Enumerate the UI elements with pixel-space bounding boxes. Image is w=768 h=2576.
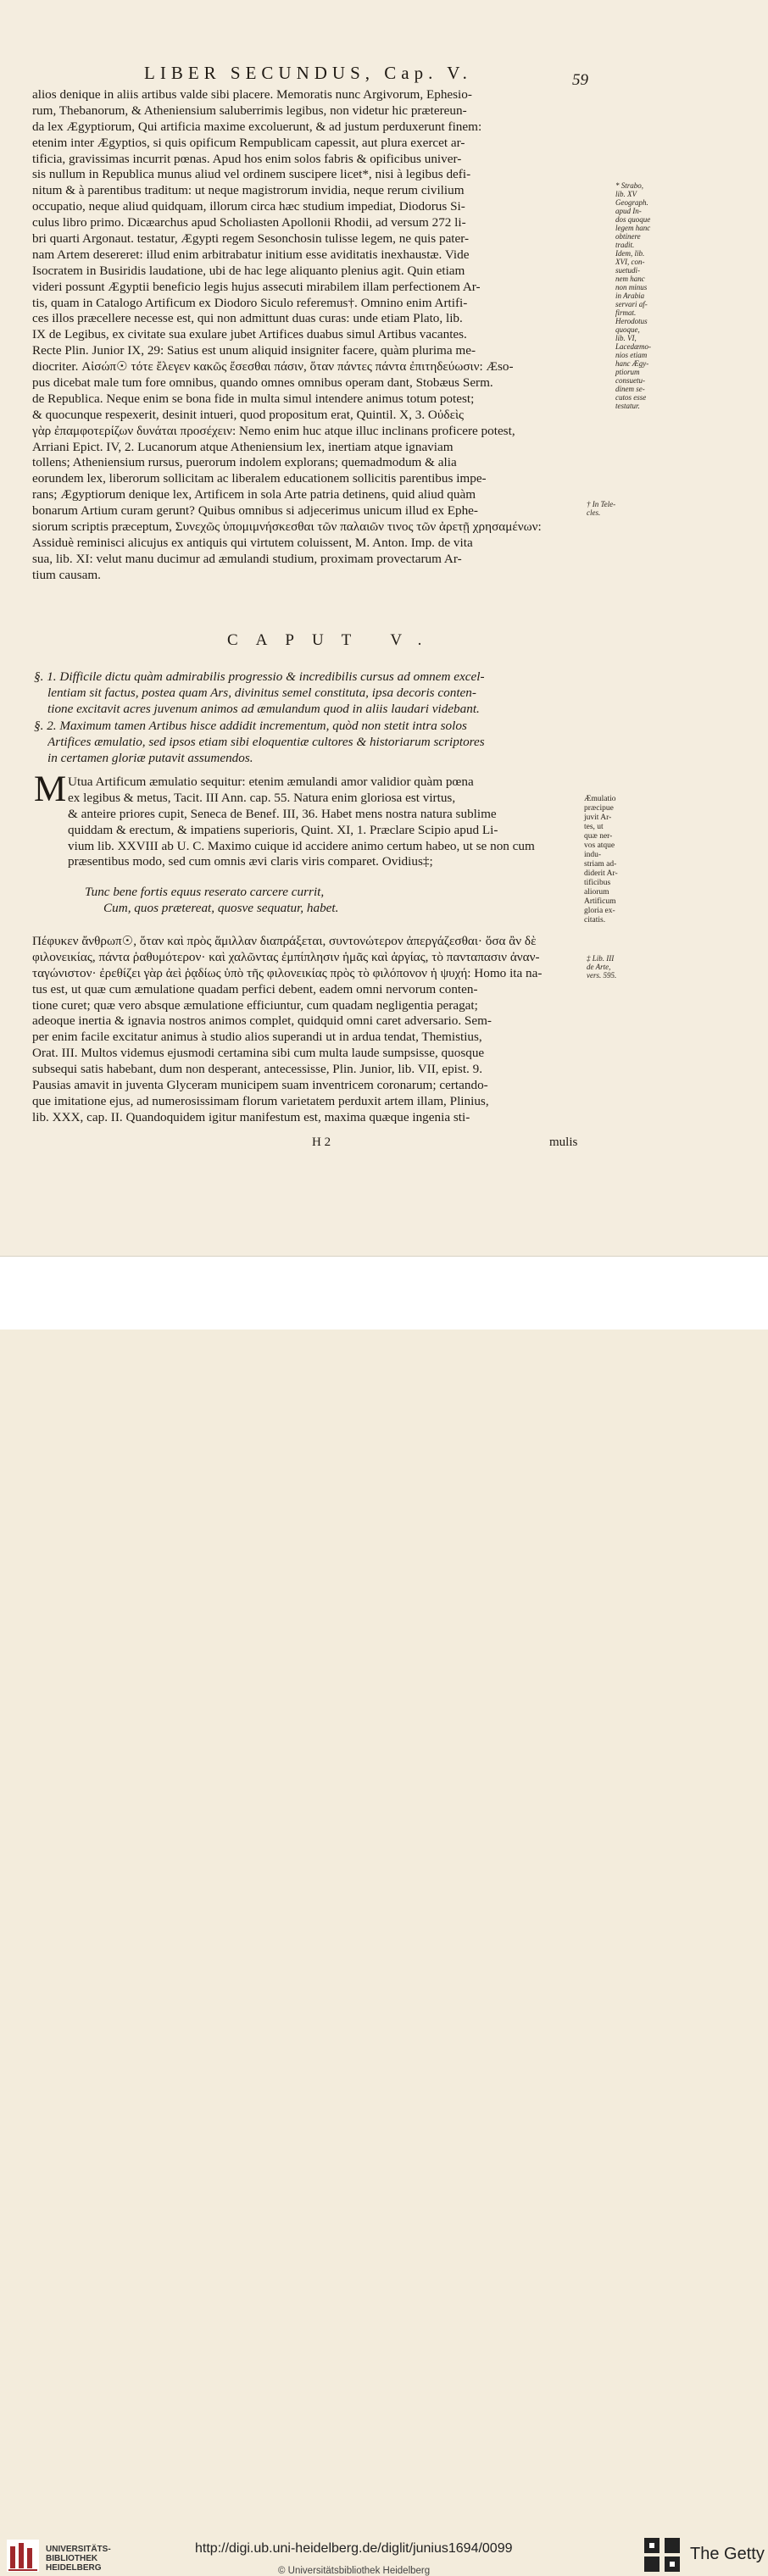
margin-note-line: tificibus (584, 879, 611, 887)
text-line: & quocunque respexerit, desinit intueri, quod propositum erat, Quintil. X, 3. Οὐδεὶς (32, 407, 465, 422)
margin-note-line: lib. XV (615, 190, 637, 198)
margin-note-line: nios etiam (615, 351, 648, 359)
text-line: pus dicebat male tum fore omnibus, quando omnes omnibus operam dant, Stobæus Serm. (32, 375, 493, 391)
text-line: subsequi satis habebant, dum non desperant, antecessisse, Plin. Junior, lib. VII, epist. 9. (32, 1062, 483, 1077)
margin-note-line: Æmulatio (584, 795, 616, 803)
text-line: bonarum Artium curam gerunt? Quibus omnibus si adjecerimus unicum illud ex Ephe- (32, 503, 478, 519)
text-line: Arriani Epict. IV, 2. Lucanorum atque Atheniensium lex, inertiam atque ignaviam (32, 439, 454, 454)
library-name: UNIVERSITÄTS- BIBLIOTHEK HEIDELBERG (46, 2545, 111, 2573)
margin-note-strabo (615, 181, 676, 410)
margin-note-line: in Arabia (615, 291, 645, 300)
margin-note-line: firmat. (615, 308, 637, 317)
margin-note-line: Herodotus (615, 317, 648, 325)
margin-note-line: Idem, lib. (615, 249, 645, 258)
getty-logo-icon[interactable] (643, 2536, 683, 2573)
text-line: Πέφυκεν ἄνθρωπ☉, ὅταν καὶ πρὸς ἅμιλλαν διαπράξεται, συντονώτερον ἀπεργάζεσθαι· ὅσα ἂν δὲ (32, 934, 537, 948)
text-line: nam Artem desereret: illud enim arbitrabatur initium esse aviditatis inexhaustæ. Vide (32, 247, 470, 262)
text-line: IX de Legibus, ex civitate sua exulare jubet Artifices duabus simul Artibus vacantes. (32, 327, 467, 342)
verse-quotation (85, 885, 559, 917)
margin-note-line: præcipue (584, 804, 614, 813)
text-line: occupatio, neque aliud quidquam, illorum circa hæc studium impediat, Diodorus Si- (32, 199, 465, 214)
margin-note-line: de Arte, (587, 963, 611, 971)
summary-line: §. 2. Maximum tamen Artibus hisce addidit incrementum, quòd non stetit intra solos (34, 718, 467, 733)
scanned-page (0, 0, 768, 1256)
margin-note-line: non minus (615, 283, 648, 291)
margin-note-line: suetudi- (615, 266, 640, 275)
margin-note-line: tradit. (615, 241, 635, 249)
text-line: videri possunt Ægyptii beneficio legis hujus assecuti mirabilem illam perfectionem Ar- (32, 279, 481, 294)
margin-note-line: Artificum (584, 897, 616, 906)
margin-note-line: gloria ex- (584, 907, 615, 915)
text-line: vium lib. XXVIII ab U. C. Maximo cuique id accidere animo certum habeo, ut se non cum (68, 838, 535, 853)
margin-note-line: obtinere (615, 232, 641, 241)
text-line: culus libro primo. Dicæarchus apud Scholiasten Apollonii Rhodii, ad versum 272 li- (32, 215, 466, 230)
drop-capital: M (34, 769, 67, 809)
margin-note-line: Lacedæmo- (615, 342, 651, 351)
margin-note-line: apud In- (615, 207, 642, 215)
signature-mark: H 2 (312, 1135, 331, 1149)
text-line: lib. XXX, cap. II. Quandoquidem igitur manifestum est, maxima quæque ingenia sti- (32, 1109, 470, 1124)
text-line: tis, quam in Catalogo Artificum ex Diodoro Siculo referemus†. Omnino enim Artifi- (32, 295, 468, 310)
text-line: quiddam & erectum, & impatiens superioris, Quint. XI, 1. Præclare Scipio apud Li- (68, 822, 498, 837)
body-text-top (32, 87, 602, 584)
chapter-heading: CAPUT V. (227, 631, 440, 649)
text-line: etenim inter Ægyptios, si quis opificum Rempublicam capessit, aut plura exercet ar- (32, 135, 465, 150)
text-line: per enim facile excitatur animus à studio alios superandi ut in ardua tendat, Themistius, (32, 1030, 482, 1045)
margin-note-line: ‡ Lib. III (587, 954, 615, 963)
margin-note-line: Geograph. (615, 198, 648, 207)
margin-note-line: ptiorum (615, 368, 640, 376)
summary-line: in certamen gloriæ putavit assumendos. (47, 751, 253, 765)
margin-note-line: cles. (587, 508, 601, 517)
text-line: Cum, quos prætereat, quosve sequatur, habet. (103, 900, 339, 915)
margin-note-line: aliorum (584, 888, 609, 897)
margin-note-line: XVI, con- (615, 258, 645, 266)
margin-note-line: nem hanc (615, 275, 645, 283)
text-line: φιλονεικίας, πάντα ῥαθυμότερον· καὶ χαλῶντας ἐμπίπλησιν ἡμᾶς καὶ ἀργίας, τὸ πανταπασιν ἀναν- (32, 949, 540, 964)
margin-note-line: hanc Ægy- (615, 359, 649, 368)
summary-line: tione excitavit acres juvenum animos ad æmulandum quod in aliis laudari videbant. (47, 702, 480, 717)
text-line: Isocratem in Busiridis laudatione, ubi de hac lege aliquanto plenius agit. Quin etiam (32, 263, 465, 278)
text-line: tollens; Atheniensium rursus, puerorum indolem explorans; quemadmodum & alia (32, 455, 457, 470)
summary-line: Artifices æmulatio, sed ipsos etiam sibi eloquentiæ cultores & historiarum scriptores (47, 734, 485, 749)
margin-note-line: vers. 595. (587, 971, 617, 980)
text-line: Tunc bene fortis equus reserato carcere currit, (85, 885, 325, 899)
text-line: diocriter. Αἰσώπ☉ τότε ἔλεγεν κακῶς ἔσεσθαι πάσιν, ὅταν πάντες πάντα ἐπιτηδεύωσιν: Æso- (32, 359, 514, 375)
text-line: Utua Artificum æmulatio sequitur: etenim æmulandi amor validior quàm pœna (68, 774, 474, 789)
viewer-footer (0, 1256, 768, 2576)
margin-note-line: vos atque (584, 841, 615, 850)
body-text-mid (68, 774, 585, 870)
catchword: mulis (549, 1135, 578, 1149)
text-line: que imitatione ejus, ad numerosissimam florum varietatem perduxit artem illam, Plinius, (32, 1093, 489, 1108)
text-line: tium causam. (32, 567, 101, 582)
margin-note-line: lib. VI, (615, 334, 637, 342)
text-line: ταγώνιστον· ἐρεθίζει γὰρ ἀεὶ ῥᾳδίως ὑπὸ τῆς φιλονεικίας πρὸς τὸ φιλόπονον ἡ ψυχή: Homo ita na- (32, 965, 543, 980)
text-line: nitum & à parentibus traditum: ut neque magistrorum invidia, neque rerum civilium (32, 183, 465, 198)
margin-note-line: legem hanc (615, 224, 651, 232)
margin-note-line: * Strabo, (615, 181, 644, 190)
margin-note-aemulatio (584, 795, 652, 925)
text-line: præsentibus modo, sed cum omnis ævi claris viris comparet. Ovidius‡; (68, 854, 433, 869)
margin-note-line: † In Tele- (587, 500, 616, 508)
text-line: de Republica. Neque enim se bona fide in multa simul intendere animus totum potest; (32, 391, 475, 406)
margin-note-line: quæ ner- (584, 832, 613, 841)
margin-note-line: indu- (584, 851, 602, 859)
text-line: γὰρ ἐπαμφοτερίζων δυνάται προσέχειν: Nemo enim huc atque illuc inclinans proficere potest, (32, 423, 515, 438)
text-line: tificia, gravissimas incurrit pœnas. Apud hos enim solos fabris & opificibus univer- (32, 151, 462, 166)
margin-note-line: servari af- (615, 300, 648, 308)
margin-note-line: consuetu- (615, 376, 645, 385)
margin-note-line: striam ad- (584, 860, 617, 869)
margin-note-line: diderit Ar- (584, 869, 618, 878)
margin-note-line: testatur. (615, 402, 640, 410)
text-line: Assiduè reminisci alicujus ex antiquis qui virtutem coluissent, M. Anton. Imp. de vita (32, 535, 473, 550)
margin-note-line: quoque, (615, 325, 640, 334)
summary-line: lentiam sit factus, postea quam Ars, divinitus semel constituta, ipsa decoris conten- (47, 686, 476, 701)
copyright-notice: © Universitätsbibliothek Heidelberg (278, 2566, 431, 2576)
margin-note-line: cutos esse (615, 393, 647, 402)
partner-name: The Getty (690, 2545, 765, 2563)
margin-note-line: dinem se- (615, 385, 645, 393)
text-line: sua, lib. XI: velut manu ducimur ad æmulandi studium, proximam provectarum Ar- (32, 551, 462, 566)
running-title: LIBER SECUNDUS, Cap. V. (144, 63, 472, 83)
text-line: rum, Thebanorum, & Atheniensium saluberrimis legibus, non videtur hic prætereun- (32, 103, 467, 118)
text-line: bri quarti Argonaut. testatur, Ægypti regem Sesonchosin tulisse legem, ne quis pater- (32, 231, 470, 247)
margin-note-line: tes, ut (584, 823, 604, 831)
text-line: sis nullum in Republica munus aliud vel ordinem suscipere licet*, nisi à legibus defi- (32, 167, 471, 182)
permalink-url[interactable]: http://digi.ub.uni-heidelberg.de/diglit/junius1694/0099 (195, 2541, 513, 2556)
text-line: Orat. III. Multos videmus ejusmodi certamina sibi cum multa laude sumpsisse, quosque (32, 1046, 485, 1061)
text-line: alios denique in aliis artibus valde sibi placere. Memoratis nunc Argivorum, Ephesio- (32, 87, 472, 102)
text-line: da lex Ægyptiorum, Qui artificia maxime excoluerunt, & ad justum perduxerunt finem: (32, 119, 482, 134)
body-text-bottom (32, 934, 602, 1126)
text-line: & anteire priores cupit, Seneca de Benef. III, 36. Habet mens nostra natura sublime (68, 806, 497, 821)
university-library-logo-icon[interactable] (7, 2540, 39, 2572)
text-line: ces illos præcellere necesse est, qui non admittunt duas curas: unde etiam Plato, lib. (32, 311, 463, 326)
text-line: eorundem lex, liberorum sollicitam ac liberalem educationem sollicitis parentibus impe- (32, 471, 487, 486)
text-line: Recte Plin. Junior IX, 29: Satius est unum aliquid insigniter facere, quàm plurima me- (32, 343, 476, 358)
text-line: tione curet; quæ vero absque æmulatione efficiuntur, cum quadam negligentia peragat; (32, 997, 478, 1013)
page-number: 59 (572, 71, 588, 89)
text-line: ex legibus & metus, Tacit. III Ann. cap. 55. Natura enim gloriosa est virtus, (68, 790, 456, 805)
margin-note-line: dos quoque (615, 215, 651, 224)
text-line: tus est, ut quæ cum æmulatione quadam perfici debent, eadem omni nervorum conten- (32, 981, 478, 997)
text-line: Pausias amavit in juventa Glyceram municipem suam inventricem coronarum; certando- (32, 1078, 488, 1093)
margin-note-line: juvit Ar- (584, 813, 612, 822)
margin-note-line: citatis. (584, 916, 606, 924)
summary-line: §. 1. Difficile dictu quàm admirabilis progressio & incredibilis cursus ad omnem excel- (34, 669, 485, 684)
margin-note-teleclides (587, 500, 648, 517)
margin-note-ovid (587, 954, 648, 980)
text-line: adeoque inertia & ignavia nostros animos complet, quidquid omni caret adversario. Sem- (32, 1013, 492, 1029)
text-line: rans; Ægyptiorum denique lex, Artificem in sola Arte patria detinens, quid aliud quàm (32, 487, 476, 502)
text-line: siorum scriptis præceptum, Συνεχῶς ὑπομιμνήσκεσθαι τῶν παλαιῶν τινος τῶν ἀρετῇ χρησαμένων: (32, 519, 542, 535)
